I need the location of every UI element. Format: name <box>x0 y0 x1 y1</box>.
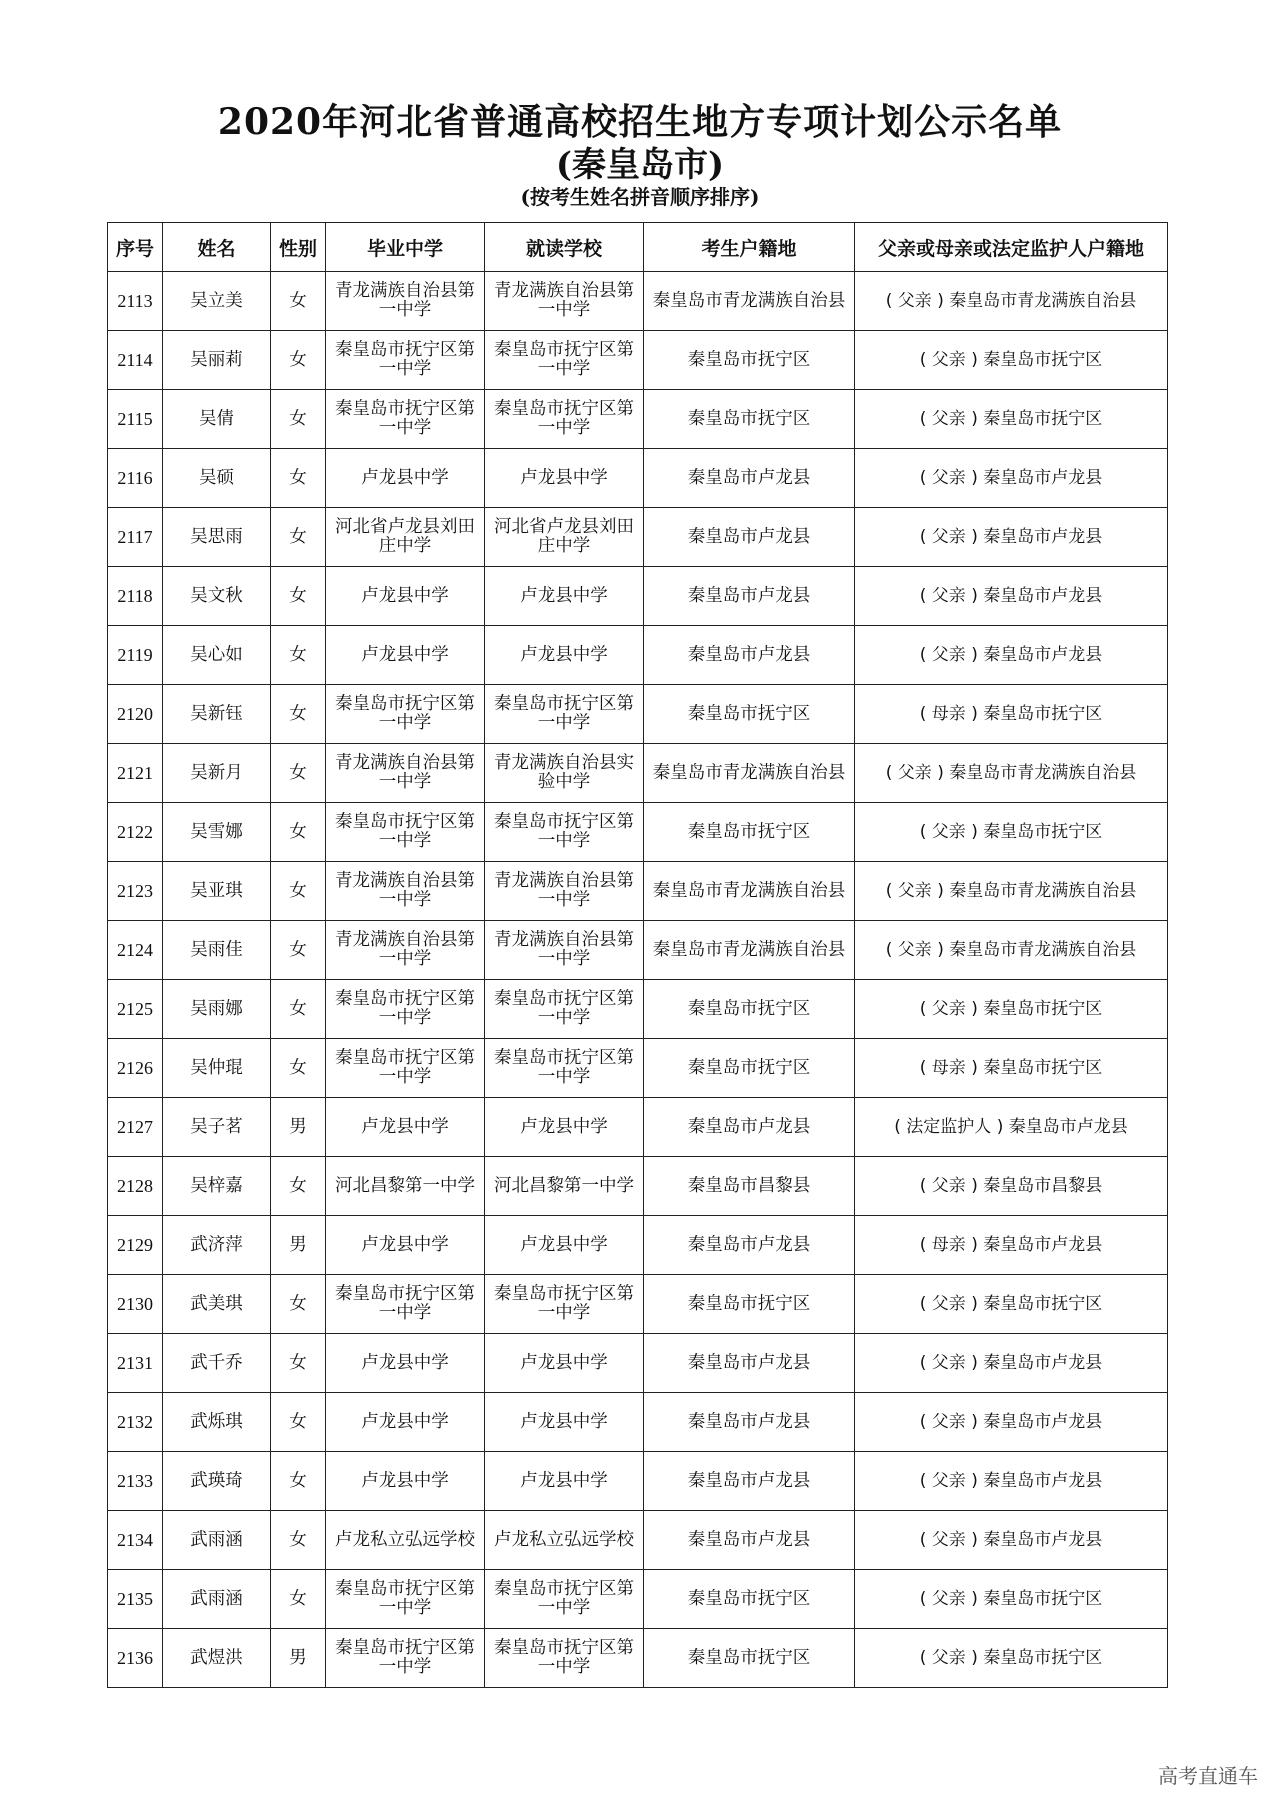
cell-name: 吴亚琪 <box>163 862 271 921</box>
cell-student-hukou: 秦皇岛市卢龙县 <box>644 1393 855 1452</box>
cell-index: 2115 <box>108 390 163 449</box>
cell-gender: 女 <box>271 508 326 567</box>
cell-graduation-school: 青龙满族自治县第一中学 <box>326 921 485 980</box>
table-row <box>108 1511 1168 1570</box>
cell-gender: 女 <box>271 272 326 331</box>
cell-student-hukou: 秦皇岛市青龙满族自治县 <box>644 272 855 331</box>
cell-current-school: 卢龙县中学 <box>485 1452 644 1511</box>
cell-graduation-school: 卢龙县中学 <box>326 1334 485 1393</box>
cell-graduation-school: 卢龙县中学 <box>326 449 485 508</box>
cell-name: 武煜洪 <box>163 1629 271 1688</box>
table-row <box>108 1629 1168 1688</box>
cell-current-school: 秦皇岛市抚宁区第一中学 <box>485 1570 644 1629</box>
cell-guardian-hukou: ( 父亲 ) 秦皇岛市卢龙县 <box>855 626 1168 685</box>
cell-name: 吴子茗 <box>163 1098 271 1157</box>
cell-guardian-hukou: ( 父亲 ) 秦皇岛市青龙满族自治县 <box>855 862 1168 921</box>
table-row <box>108 449 1168 508</box>
table-row <box>108 1098 1168 1157</box>
cell-student-hukou: 秦皇岛市抚宁区 <box>644 980 855 1039</box>
cell-graduation-school: 秦皇岛市抚宁区第一中学 <box>326 1275 485 1334</box>
cell-gender: 女 <box>271 685 326 744</box>
page-subtitle: (秦皇岛市) <box>555 145 725 185</box>
cell-guardian-hukou: ( 父亲 ) 秦皇岛市卢龙县 <box>855 1334 1168 1393</box>
cell-index: 2116 <box>108 449 163 508</box>
cell-name: 武烁琪 <box>163 1393 271 1452</box>
cell-current-school: 河北昌黎第一中学 <box>485 1157 644 1216</box>
admission-list-table <box>107 222 1168 1688</box>
cell-guardian-hukou: ( 母亲 ) 秦皇岛市卢龙县 <box>855 1216 1168 1275</box>
cell-guardian-hukou: ( 父亲 ) 秦皇岛市青龙满族自治县 <box>855 744 1168 803</box>
cell-gender: 男 <box>271 1098 326 1157</box>
cell-student-hukou: 秦皇岛市卢龙县 <box>644 1334 855 1393</box>
cell-gender: 女 <box>271 862 326 921</box>
cell-name: 武雨涵 <box>163 1570 271 1629</box>
cell-guardian-hukou: ( 父亲 ) 秦皇岛市卢龙县 <box>855 1452 1168 1511</box>
table-row <box>108 390 1168 449</box>
table-row <box>108 1452 1168 1511</box>
cell-gender: 女 <box>271 567 326 626</box>
cell-guardian-hukou: ( 父亲 ) 秦皇岛市卢龙县 <box>855 1393 1168 1452</box>
cell-gender: 女 <box>271 331 326 390</box>
cell-index: 2113 <box>108 272 163 331</box>
table-row <box>108 567 1168 626</box>
cell-gender: 女 <box>271 449 326 508</box>
cell-name: 吴思雨 <box>163 508 271 567</box>
table-row <box>108 626 1168 685</box>
table-row <box>108 1216 1168 1275</box>
cell-index: 2127 <box>108 1098 163 1157</box>
cell-index: 2130 <box>108 1275 163 1334</box>
cell-graduation-school: 卢龙县中学 <box>326 567 485 626</box>
cell-name: 吴雨佳 <box>163 921 271 980</box>
cell-guardian-hukou: ( 父亲 ) 秦皇岛市抚宁区 <box>855 331 1168 390</box>
cell-gender: 女 <box>271 1157 326 1216</box>
cell-current-school: 卢龙县中学 <box>485 567 644 626</box>
cell-name: 吴雪娜 <box>163 803 271 862</box>
table-row <box>108 508 1168 567</box>
cell-current-school: 秦皇岛市抚宁区第一中学 <box>485 331 644 390</box>
cell-current-school: 卢龙县中学 <box>485 1334 644 1393</box>
cell-index: 2136 <box>108 1629 163 1688</box>
cell-student-hukou: 秦皇岛市青龙满族自治县 <box>644 744 855 803</box>
page-title: 2020年河北省普通高校招生地方专项计划公示名单 <box>217 101 1063 143</box>
cell-gender: 女 <box>271 1511 326 1570</box>
cell-gender: 男 <box>271 1216 326 1275</box>
cell-name: 吴新月 <box>163 744 271 803</box>
watermark: 高考直通车 <box>1158 1764 1258 1788</box>
cell-guardian-hukou: ( 父亲 ) 秦皇岛市抚宁区 <box>855 1275 1168 1334</box>
cell-student-hukou: 秦皇岛市抚宁区 <box>644 331 855 390</box>
cell-graduation-school: 卢龙县中学 <box>326 1216 485 1275</box>
cell-guardian-hukou: ( 父亲 ) 秦皇岛市抚宁区 <box>855 1629 1168 1688</box>
cell-guardian-hukou: ( 父亲 ) 秦皇岛市青龙满族自治县 <box>855 921 1168 980</box>
col-header-current-school: 就读学校 <box>485 223 644 272</box>
cell-gender: 男 <box>271 1629 326 1688</box>
cell-index: 2134 <box>108 1511 163 1570</box>
cell-index: 2124 <box>108 921 163 980</box>
cell-name: 武济萍 <box>163 1216 271 1275</box>
cell-index: 2129 <box>108 1216 163 1275</box>
cell-graduation-school: 秦皇岛市抚宁区第一中学 <box>326 980 485 1039</box>
table-row <box>108 862 1168 921</box>
cell-current-school: 秦皇岛市抚宁区第一中学 <box>485 1275 644 1334</box>
cell-student-hukou: 秦皇岛市抚宁区 <box>644 1629 855 1688</box>
cell-index: 2121 <box>108 744 163 803</box>
cell-name: 吴立美 <box>163 272 271 331</box>
cell-index: 2131 <box>108 1334 163 1393</box>
cell-guardian-hukou: ( 父亲 ) 秦皇岛市抚宁区 <box>855 980 1168 1039</box>
cell-gender: 女 <box>271 980 326 1039</box>
cell-gender: 女 <box>271 390 326 449</box>
table-row <box>108 685 1168 744</box>
cell-graduation-school: 卢龙县中学 <box>326 1098 485 1157</box>
table-row <box>108 1157 1168 1216</box>
cell-graduation-school: 河北昌黎第一中学 <box>326 1157 485 1216</box>
cell-student-hukou: 秦皇岛市卢龙县 <box>644 567 855 626</box>
cell-student-hukou: 秦皇岛市抚宁区 <box>644 803 855 862</box>
table-row <box>108 1393 1168 1452</box>
cell-current-school: 青龙满族自治县第一中学 <box>485 272 644 331</box>
cell-current-school: 秦皇岛市抚宁区第一中学 <box>485 390 644 449</box>
cell-guardian-hukou: ( 父亲 ) 秦皇岛市青龙满族自治县 <box>855 272 1168 331</box>
cell-graduation-school: 青龙满族自治县第一中学 <box>326 744 485 803</box>
cell-gender: 女 <box>271 1275 326 1334</box>
col-header-name: 姓名 <box>163 223 271 272</box>
cell-index: 2118 <box>108 567 163 626</box>
table-row <box>108 1275 1168 1334</box>
cell-student-hukou: 秦皇岛市抚宁区 <box>644 1570 855 1629</box>
cell-current-school: 卢龙县中学 <box>485 1216 644 1275</box>
cell-student-hukou: 秦皇岛市卢龙县 <box>644 508 855 567</box>
cell-current-school: 卢龙县中学 <box>485 1393 644 1452</box>
cell-guardian-hukou: ( 母亲 ) 秦皇岛市抚宁区 <box>855 1039 1168 1098</box>
table-body <box>108 272 1168 1688</box>
table-row <box>108 980 1168 1039</box>
cell-gender: 女 <box>271 1334 326 1393</box>
cell-current-school: 卢龙县中学 <box>485 626 644 685</box>
cell-name: 武美琪 <box>163 1275 271 1334</box>
cell-student-hukou: 秦皇岛市卢龙县 <box>644 1098 855 1157</box>
cell-name: 武瑛琦 <box>163 1452 271 1511</box>
cell-student-hukou: 秦皇岛市抚宁区 <box>644 1275 855 1334</box>
cell-current-school: 卢龙私立弘远学校 <box>485 1511 644 1570</box>
cell-graduation-school: 卢龙县中学 <box>326 1452 485 1511</box>
cell-student-hukou: 秦皇岛市昌黎县 <box>644 1157 855 1216</box>
cell-current-school: 秦皇岛市抚宁区第一中学 <box>485 803 644 862</box>
table-header-row <box>108 223 1168 272</box>
cell-current-school: 卢龙县中学 <box>485 1098 644 1157</box>
cell-student-hukou: 秦皇岛市卢龙县 <box>644 626 855 685</box>
cell-name: 吴倩 <box>163 390 271 449</box>
cell-index: 2114 <box>108 331 163 390</box>
cell-index: 2122 <box>108 803 163 862</box>
cell-graduation-school: 秦皇岛市抚宁区第一中学 <box>326 803 485 862</box>
cell-gender: 女 <box>271 1393 326 1452</box>
cell-current-school: 秦皇岛市抚宁区第一中学 <box>485 980 644 1039</box>
cell-guardian-hukou: ( 父亲 ) 秦皇岛市抚宁区 <box>855 803 1168 862</box>
col-header-index: 序号 <box>108 223 163 272</box>
cell-index: 2128 <box>108 1157 163 1216</box>
cell-index: 2126 <box>108 1039 163 1098</box>
cell-index: 2120 <box>108 685 163 744</box>
cell-graduation-school: 河北省卢龙县刘田庄中学 <box>326 508 485 567</box>
cell-guardian-hukou: ( 父亲 ) 秦皇岛市抚宁区 <box>855 1570 1168 1629</box>
col-header-guardian-hukou: 父亲或母亲或法定监护人户籍地 <box>855 223 1168 272</box>
cell-guardian-hukou: ( 父亲 ) 秦皇岛市卢龙县 <box>855 567 1168 626</box>
cell-student-hukou: 秦皇岛市抚宁区 <box>644 390 855 449</box>
cell-name: 吴梓嘉 <box>163 1157 271 1216</box>
cell-index: 2133 <box>108 1452 163 1511</box>
col-header-graduation-school: 毕业中学 <box>326 223 485 272</box>
cell-current-school: 青龙满族自治县第一中学 <box>485 921 644 980</box>
col-header-gender: 性别 <box>271 223 326 272</box>
cell-current-school: 青龙满族自治县实验中学 <box>485 744 644 803</box>
cell-current-school: 秦皇岛市抚宁区第一中学 <box>485 1629 644 1688</box>
cell-gender: 女 <box>271 1570 326 1629</box>
cell-graduation-school: 卢龙县中学 <box>326 1393 485 1452</box>
cell-index: 2132 <box>108 1393 163 1452</box>
cell-gender: 女 <box>271 626 326 685</box>
cell-student-hukou: 秦皇岛市抚宁区 <box>644 685 855 744</box>
cell-student-hukou: 秦皇岛市卢龙县 <box>644 1452 855 1511</box>
cell-index: 2123 <box>108 862 163 921</box>
cell-graduation-school: 秦皇岛市抚宁区第一中学 <box>326 1039 485 1098</box>
cell-current-school: 卢龙县中学 <box>485 449 644 508</box>
table-row <box>108 1570 1168 1629</box>
cell-name: 武千乔 <box>163 1334 271 1393</box>
cell-name: 吴仲琨 <box>163 1039 271 1098</box>
cell-student-hukou: 秦皇岛市抚宁区 <box>644 1039 855 1098</box>
cell-student-hukou: 秦皇岛市青龙满族自治县 <box>644 862 855 921</box>
cell-student-hukou: 秦皇岛市卢龙县 <box>644 1511 855 1570</box>
table-row <box>108 744 1168 803</box>
cell-graduation-school: 秦皇岛市抚宁区第一中学 <box>326 1570 485 1629</box>
cell-graduation-school: 秦皇岛市抚宁区第一中学 <box>326 685 485 744</box>
cell-name: 吴文秋 <box>163 567 271 626</box>
cell-guardian-hukou: ( 父亲 ) 秦皇岛市卢龙县 <box>855 508 1168 567</box>
cell-name: 吴心如 <box>163 626 271 685</box>
table-row <box>108 1039 1168 1098</box>
cell-gender: 女 <box>271 803 326 862</box>
cell-student-hukou: 秦皇岛市卢龙县 <box>644 1216 855 1275</box>
cell-graduation-school: 青龙满族自治县第一中学 <box>326 272 485 331</box>
cell-guardian-hukou: ( 父亲 ) 秦皇岛市昌黎县 <box>855 1157 1168 1216</box>
table-row <box>108 803 1168 862</box>
cell-index: 2117 <box>108 508 163 567</box>
cell-guardian-hukou: ( 母亲 ) 秦皇岛市抚宁区 <box>855 685 1168 744</box>
cell-index: 2125 <box>108 980 163 1039</box>
cell-gender: 女 <box>271 1039 326 1098</box>
cell-graduation-school: 青龙满族自治县第一中学 <box>326 862 485 921</box>
cell-graduation-school: 卢龙县中学 <box>326 626 485 685</box>
table-row <box>108 1334 1168 1393</box>
cell-current-school: 河北省卢龙县刘田庄中学 <box>485 508 644 567</box>
table-row <box>108 921 1168 980</box>
col-header-student-hukou: 考生户籍地 <box>644 223 855 272</box>
cell-graduation-school: 秦皇岛市抚宁区第一中学 <box>326 390 485 449</box>
cell-guardian-hukou: ( 法定监护人 ) 秦皇岛市卢龙县 <box>855 1098 1168 1157</box>
cell-index: 2135 <box>108 1570 163 1629</box>
cell-name: 吴新钰 <box>163 685 271 744</box>
cell-graduation-school: 秦皇岛市抚宁区第一中学 <box>326 331 485 390</box>
cell-name: 吴雨娜 <box>163 980 271 1039</box>
table-row <box>108 331 1168 390</box>
cell-name: 吴丽莉 <box>163 331 271 390</box>
cell-current-school: 青龙满族自治县第一中学 <box>485 862 644 921</box>
cell-guardian-hukou: ( 父亲 ) 秦皇岛市卢龙县 <box>855 449 1168 508</box>
cell-guardian-hukou: ( 父亲 ) 秦皇岛市抚宁区 <box>855 390 1168 449</box>
cell-index: 2119 <box>108 626 163 685</box>
cell-current-school: 秦皇岛市抚宁区第一中学 <box>485 1039 644 1098</box>
cell-graduation-school: 秦皇岛市抚宁区第一中学 <box>326 1629 485 1688</box>
cell-gender: 女 <box>271 744 326 803</box>
cell-current-school: 秦皇岛市抚宁区第一中学 <box>485 685 644 744</box>
cell-name: 武雨涵 <box>163 1511 271 1570</box>
sort-note: (按考生姓名拼音顺序排序) <box>520 185 760 209</box>
table-row <box>108 272 1168 331</box>
cell-guardian-hukou: ( 父亲 ) 秦皇岛市卢龙县 <box>855 1511 1168 1570</box>
cell-gender: 女 <box>271 1452 326 1511</box>
cell-gender: 女 <box>271 921 326 980</box>
cell-student-hukou: 秦皇岛市卢龙县 <box>644 449 855 508</box>
cell-name: 吴硕 <box>163 449 271 508</box>
cell-student-hukou: 秦皇岛市青龙满族自治县 <box>644 921 855 980</box>
cell-graduation-school: 卢龙私立弘远学校 <box>326 1511 485 1570</box>
